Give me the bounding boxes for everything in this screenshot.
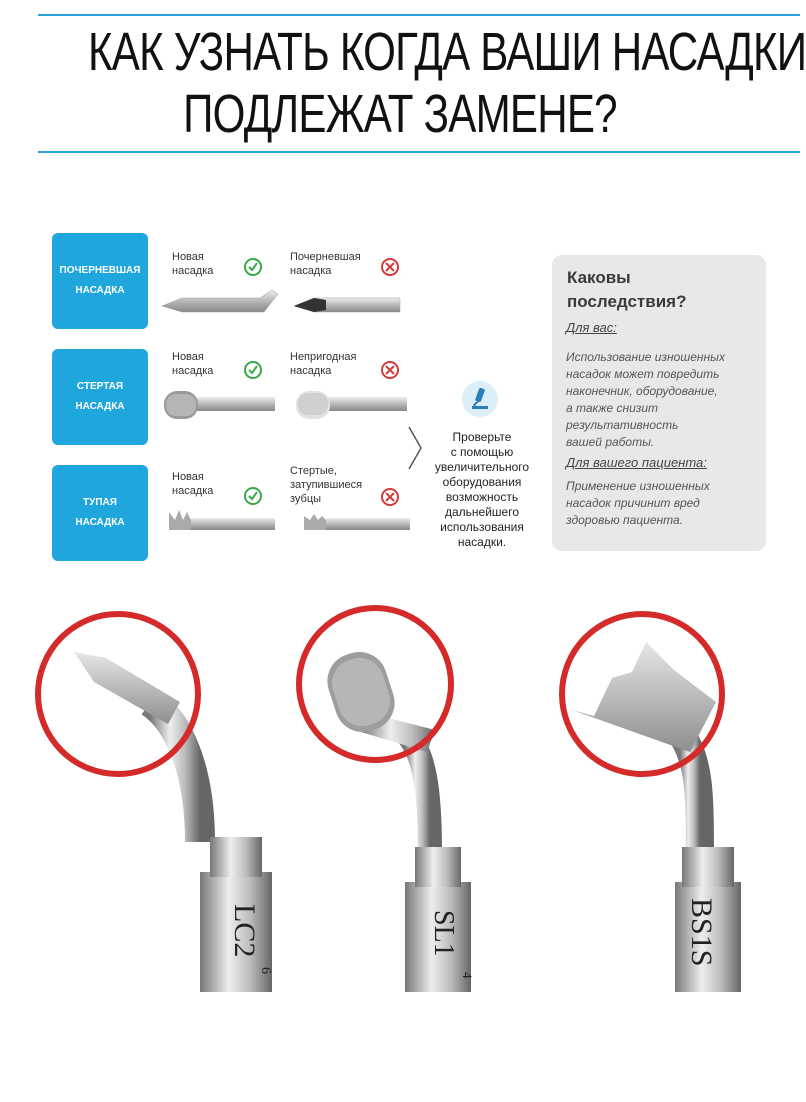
check-icon: [244, 487, 262, 505]
tip-photo-lc2: [30, 612, 273, 992]
cross-icon: [381, 258, 399, 276]
top-rule: [38, 14, 800, 16]
tip-image-new-saw: [165, 508, 280, 538]
badge-blackened: [52, 233, 148, 329]
badge-dull: [52, 465, 148, 561]
tip-image-dull-saw: [300, 508, 415, 538]
label-bad-tip: Непригодная насадка: [290, 351, 357, 377]
badge-worn: [52, 349, 148, 445]
badge-worn-label: СТЕРТАЯ НАСАДКА: [75, 381, 125, 412]
panel-heading: Каковы последствия?: [567, 268, 687, 311]
check-icon: [244, 361, 262, 379]
page-title-line1: КАК УЗНАТЬ КОГДА ВАШИ НАСАДКИ: [88, 22, 806, 82]
badge-blackened-label: ПОЧЕРНЕВШАЯ НАСАДКА: [59, 265, 141, 296]
for-you-text: Использование изношенных насадок может повредить наконечник, оборудование, а также снизит результативность вашей работы.: [566, 350, 725, 449]
tip-image-new-diamond: [160, 385, 280, 425]
check-icon: [244, 258, 262, 276]
tip-photo-bs1s: [550, 612, 780, 992]
tip-image-worn-diamond: [292, 385, 412, 425]
tip-marking: BS1S: [685, 898, 718, 967]
tip-marking: LC2: [228, 904, 261, 958]
for-patient-text: Применение изношенных насадок причинит вред здоровью пациента.: [566, 479, 710, 527]
cross-icon: [381, 488, 399, 506]
tip-photo-sl1: [295, 612, 515, 992]
label-new-tip: Новая насадка: [172, 251, 214, 277]
tip-marking: SL1: [428, 910, 459, 957]
check-instruction-text: Проверьте с помощью увеличительного оборудования возможность дальнейшего использования насадки.: [434, 430, 530, 549]
tip-image-blackened-scaler: [292, 290, 412, 324]
bottom-rule: [38, 151, 800, 153]
for-you-heading: Для вас:: [566, 320, 617, 335]
label-new-tip: Новая насадка: [172, 471, 214, 497]
label-new-tip: Новая насадка: [172, 351, 214, 377]
microscope-icon: [462, 381, 498, 417]
tip-code: 4: [460, 972, 475, 979]
label-bad-tip: Стертые, затупившиеся зубцы: [290, 465, 363, 505]
badge-dull-label: ТУПАЯ НАСАДКА: [75, 497, 125, 528]
page-title-line2: ПОДЛЕЖАТ ЗАМЕНЕ?: [183, 84, 617, 144]
consequences-panel: [552, 255, 766, 551]
label-bad-tip: Почерневшая насадка: [290, 251, 361, 277]
tip-image-new-scaler: [160, 290, 280, 324]
for-patient-heading: Для вашего пациента:: [566, 455, 707, 470]
cross-icon: [381, 361, 399, 379]
tip-code: 6: [258, 967, 273, 974]
